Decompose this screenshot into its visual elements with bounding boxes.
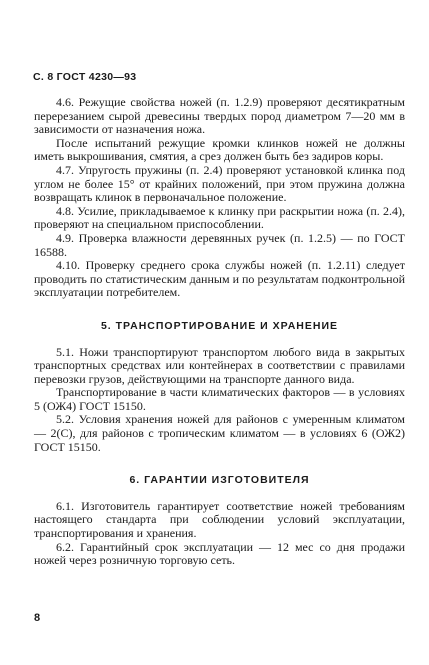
section-5-heading: 5. ТРАНСПОРТИРОВАНИЕ И ХРАНЕНИЕ (100, 319, 339, 332)
paragraph-4-9: 4.9. Проверка влажности деревянных ручек (п. 1.2.5) — по ГОСТ 16588. (34, 230, 405, 259)
paragraph-4-10: 4.10. Проверку среднего срока службы ножей (п. 1.2.11) следует проводить по статистическим данным и по результатам подконтрольной эксплуатации потребителем. (34, 258, 405, 300)
paragraph-6-1: 6.1. Изготовитель гарантирует соответствие ножей требованиям настоящего стандарта при соблюдении условий эксплуатации, транспортирования и хранения. (34, 498, 405, 541)
paragraph-4-6: 4.6. Режущие свойства ножей (п. 1.2.9) проверяют десятикратным перерезанием сырой древесины твердых пород диаметром 7—20 мм в зависимости от назначения ножа. (34, 95, 405, 137)
paragraph-5-1: 5.1. Ножи транспортируют транспортом любого вида в закрытых транспортных средствах или контейнерах в соответствии с правилами перевозки грузов, действующими на транспорте данного вида. (34, 344, 405, 386)
section-6-heading: 6. ГАРАНТИИ ИЗГОТОВИТЕЛЯ (129, 474, 310, 487)
paragraph-6-2: 6.2. Гарантийный срок эксплуатации — 12 мес со дня продажи ножей через розничную торговую сеть. (34, 539, 405, 568)
paragraph-4-8: 4.8. Усилие, прикладываемое к клинку при раскрытии ножа (п. 2.4), проверяют на специальном приспособлении. (34, 203, 405, 232)
page-number: 8 (34, 612, 41, 624)
paragraph-5-1-cont: Транспортирование в части климатических факторов — в условиях 5 (ОЖ4) ГОСТ 15150. (34, 385, 405, 413)
running-header: С. 8 ГОСТ 4230—93 (33, 71, 137, 83)
paragraph-4-6-cont: После испытаний режущие кромки клинков ножей не должны иметь выкрошивания, смятия, а срез должен быть без задиров коры. (34, 135, 405, 164)
document-body (34, 96, 405, 568)
paragraph-4-7: 4.7. Упругость пружины (п. 2.4) проверяют установкой клинка под углом не более 15° от крайних положений, при этом пружина должна возвращать клинок в первоначальное положение. (34, 162, 405, 205)
paragraph-5-2: 5.2. Условия хранения ножей для районов с умеренным климатом — 2(С), для районов с тропическим климатом — в условиях 6 (ОЖ2) ГОСТ 15150. (34, 412, 405, 454)
